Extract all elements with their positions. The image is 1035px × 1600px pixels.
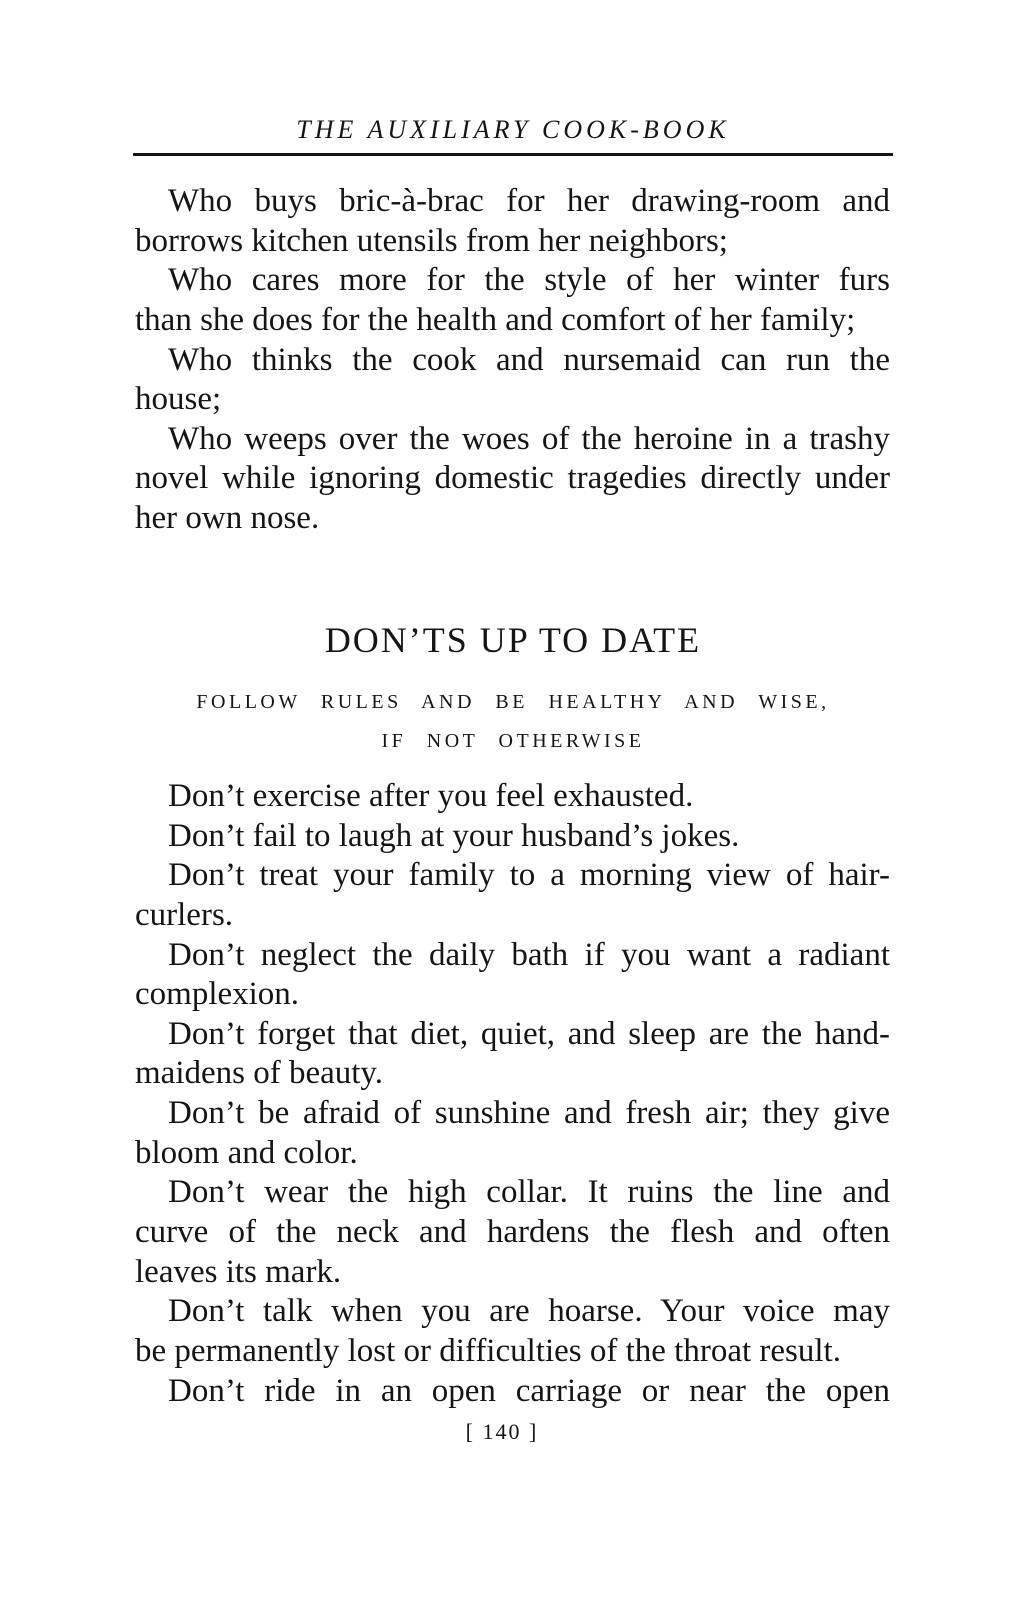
text-line: Who weeps over the woes of the heroine in a trashy [168, 420, 890, 457]
text-line: Don’t exercise after you feel exhausted. [168, 778, 694, 814]
text-line: Don’t neglect the daily bath if you want a radiant [168, 936, 890, 973]
paragraph [135, 1094, 890, 1173]
text-line: Don’t wear the high collar. It ruins the line and [168, 1174, 890, 1211]
intro-text [135, 182, 890, 539]
page-number: [ 140 ] [465, 1419, 539, 1444]
paragraph [135, 817, 890, 857]
text-line: bloom and color. [135, 1134, 358, 1171]
header-rule [133, 153, 893, 156]
paragraph [135, 1372, 890, 1412]
section-text [135, 777, 890, 1411]
paragraph [135, 341, 890, 420]
text-line: Who cares more for the style of her winter furs [168, 262, 890, 299]
section-subtitle-line: IF NOT OTHERWISE [381, 730, 645, 752]
text-line: complexion. [135, 976, 300, 1013]
paragraph [135, 261, 890, 340]
text-line: her own nose. [135, 500, 320, 537]
paragraph [135, 777, 890, 817]
paragraph [135, 1015, 890, 1094]
paragraph [135, 1173, 890, 1292]
text-line: be permanently lost or difficulties of the throat result. [135, 1332, 841, 1369]
text-line: novel while ignoring domestic tragedies directly under [135, 460, 890, 497]
text-line: leaves its mark. [135, 1253, 342, 1290]
paragraph [135, 420, 890, 539]
text-line: house; [135, 381, 222, 418]
text-line: curve of the neck and hardens the flesh and often [135, 1214, 890, 1251]
paragraph [135, 1292, 890, 1371]
text-line: borrows kitchen utensils from her neighbors; [135, 222, 728, 259]
paragraph [135, 936, 890, 1015]
text-line: Who buys bric-à-brac for her drawing-room and [168, 183, 890, 219]
text-line: Who thinks the cook and nursemaid can run the [168, 341, 890, 378]
text-line: than she does for the health and comfort of her family; [135, 301, 856, 338]
text-line: curlers. [135, 896, 234, 933]
paragraph [135, 856, 890, 935]
text-line: Don’t treat your family to a morning view of hair- [168, 857, 890, 894]
section-subtitle [133, 683, 893, 761]
text-line: Don’t fail to laugh at your husband’s jokes. [168, 817, 740, 854]
text-line: Don’t talk when you are hoarse. Your voice may [168, 1293, 890, 1330]
text-line: Don’t be afraid of sunshine and fresh air; they give [168, 1095, 890, 1132]
paragraph [135, 182, 890, 261]
text-line: maidens of beauty. [135, 1055, 384, 1092]
text-line: Don’t ride in an open carriage or near the open [168, 1372, 890, 1409]
text-line: Don’t forget that diet, quiet, and sleep are the hand- [168, 1015, 890, 1052]
section-subtitle-line: FOLLOW RULES AND BE HEALTHY AND WISE, [196, 691, 830, 713]
section-title: DON’TS UP TO DATE [324, 620, 702, 660]
running-header: THE AUXILIARY COOK-BOOK [296, 115, 730, 144]
